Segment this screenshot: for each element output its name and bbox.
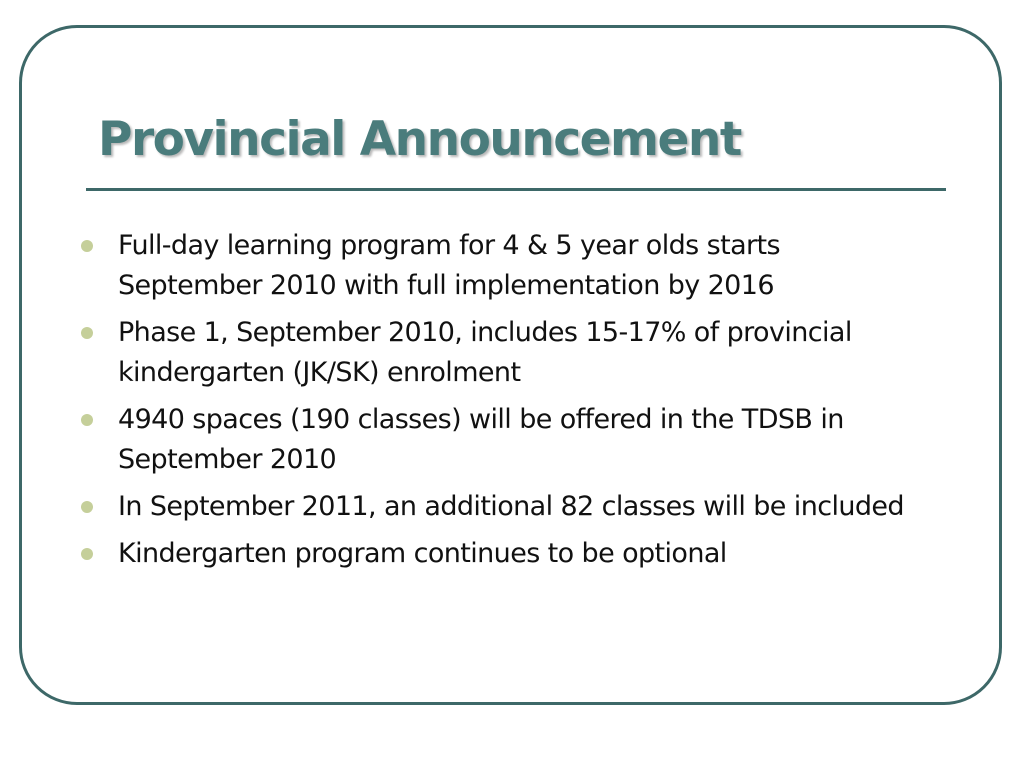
bullet-item: [76, 313, 926, 393]
bullet-item: [76, 226, 926, 306]
bullet-text: Kindergarten program continues to be optional: [118, 538, 727, 569]
bullet-text: Phase 1, September 2010, includes 15-17% of provincial kindergarten (JK/SK) enrolment: [118, 317, 852, 388]
bullet-text: 4940 spaces (190 classes) will be offered in the TDSB in September 2010: [118, 404, 844, 475]
slide-title: Provincial Announcement: [98, 112, 741, 167]
bullet-dot-icon: [81, 501, 93, 513]
bullet-text: Full-day learning program for 4 & 5 year olds starts September 2010 with full implementation by 2016: [118, 230, 780, 301]
bullet-item: [76, 400, 926, 480]
bullet-list: [76, 226, 926, 581]
bullet-dot-icon: [81, 548, 93, 560]
title-divider: [86, 188, 946, 191]
bullet-dot-icon: [81, 240, 93, 252]
bullet-dot-icon: [81, 414, 93, 426]
bullet-dot-icon: [81, 327, 93, 339]
bullet-item: [76, 487, 926, 527]
bullet-item: [76, 534, 926, 574]
bullet-text: In September 2011, an additional 82 classes will be included: [118, 491, 904, 522]
